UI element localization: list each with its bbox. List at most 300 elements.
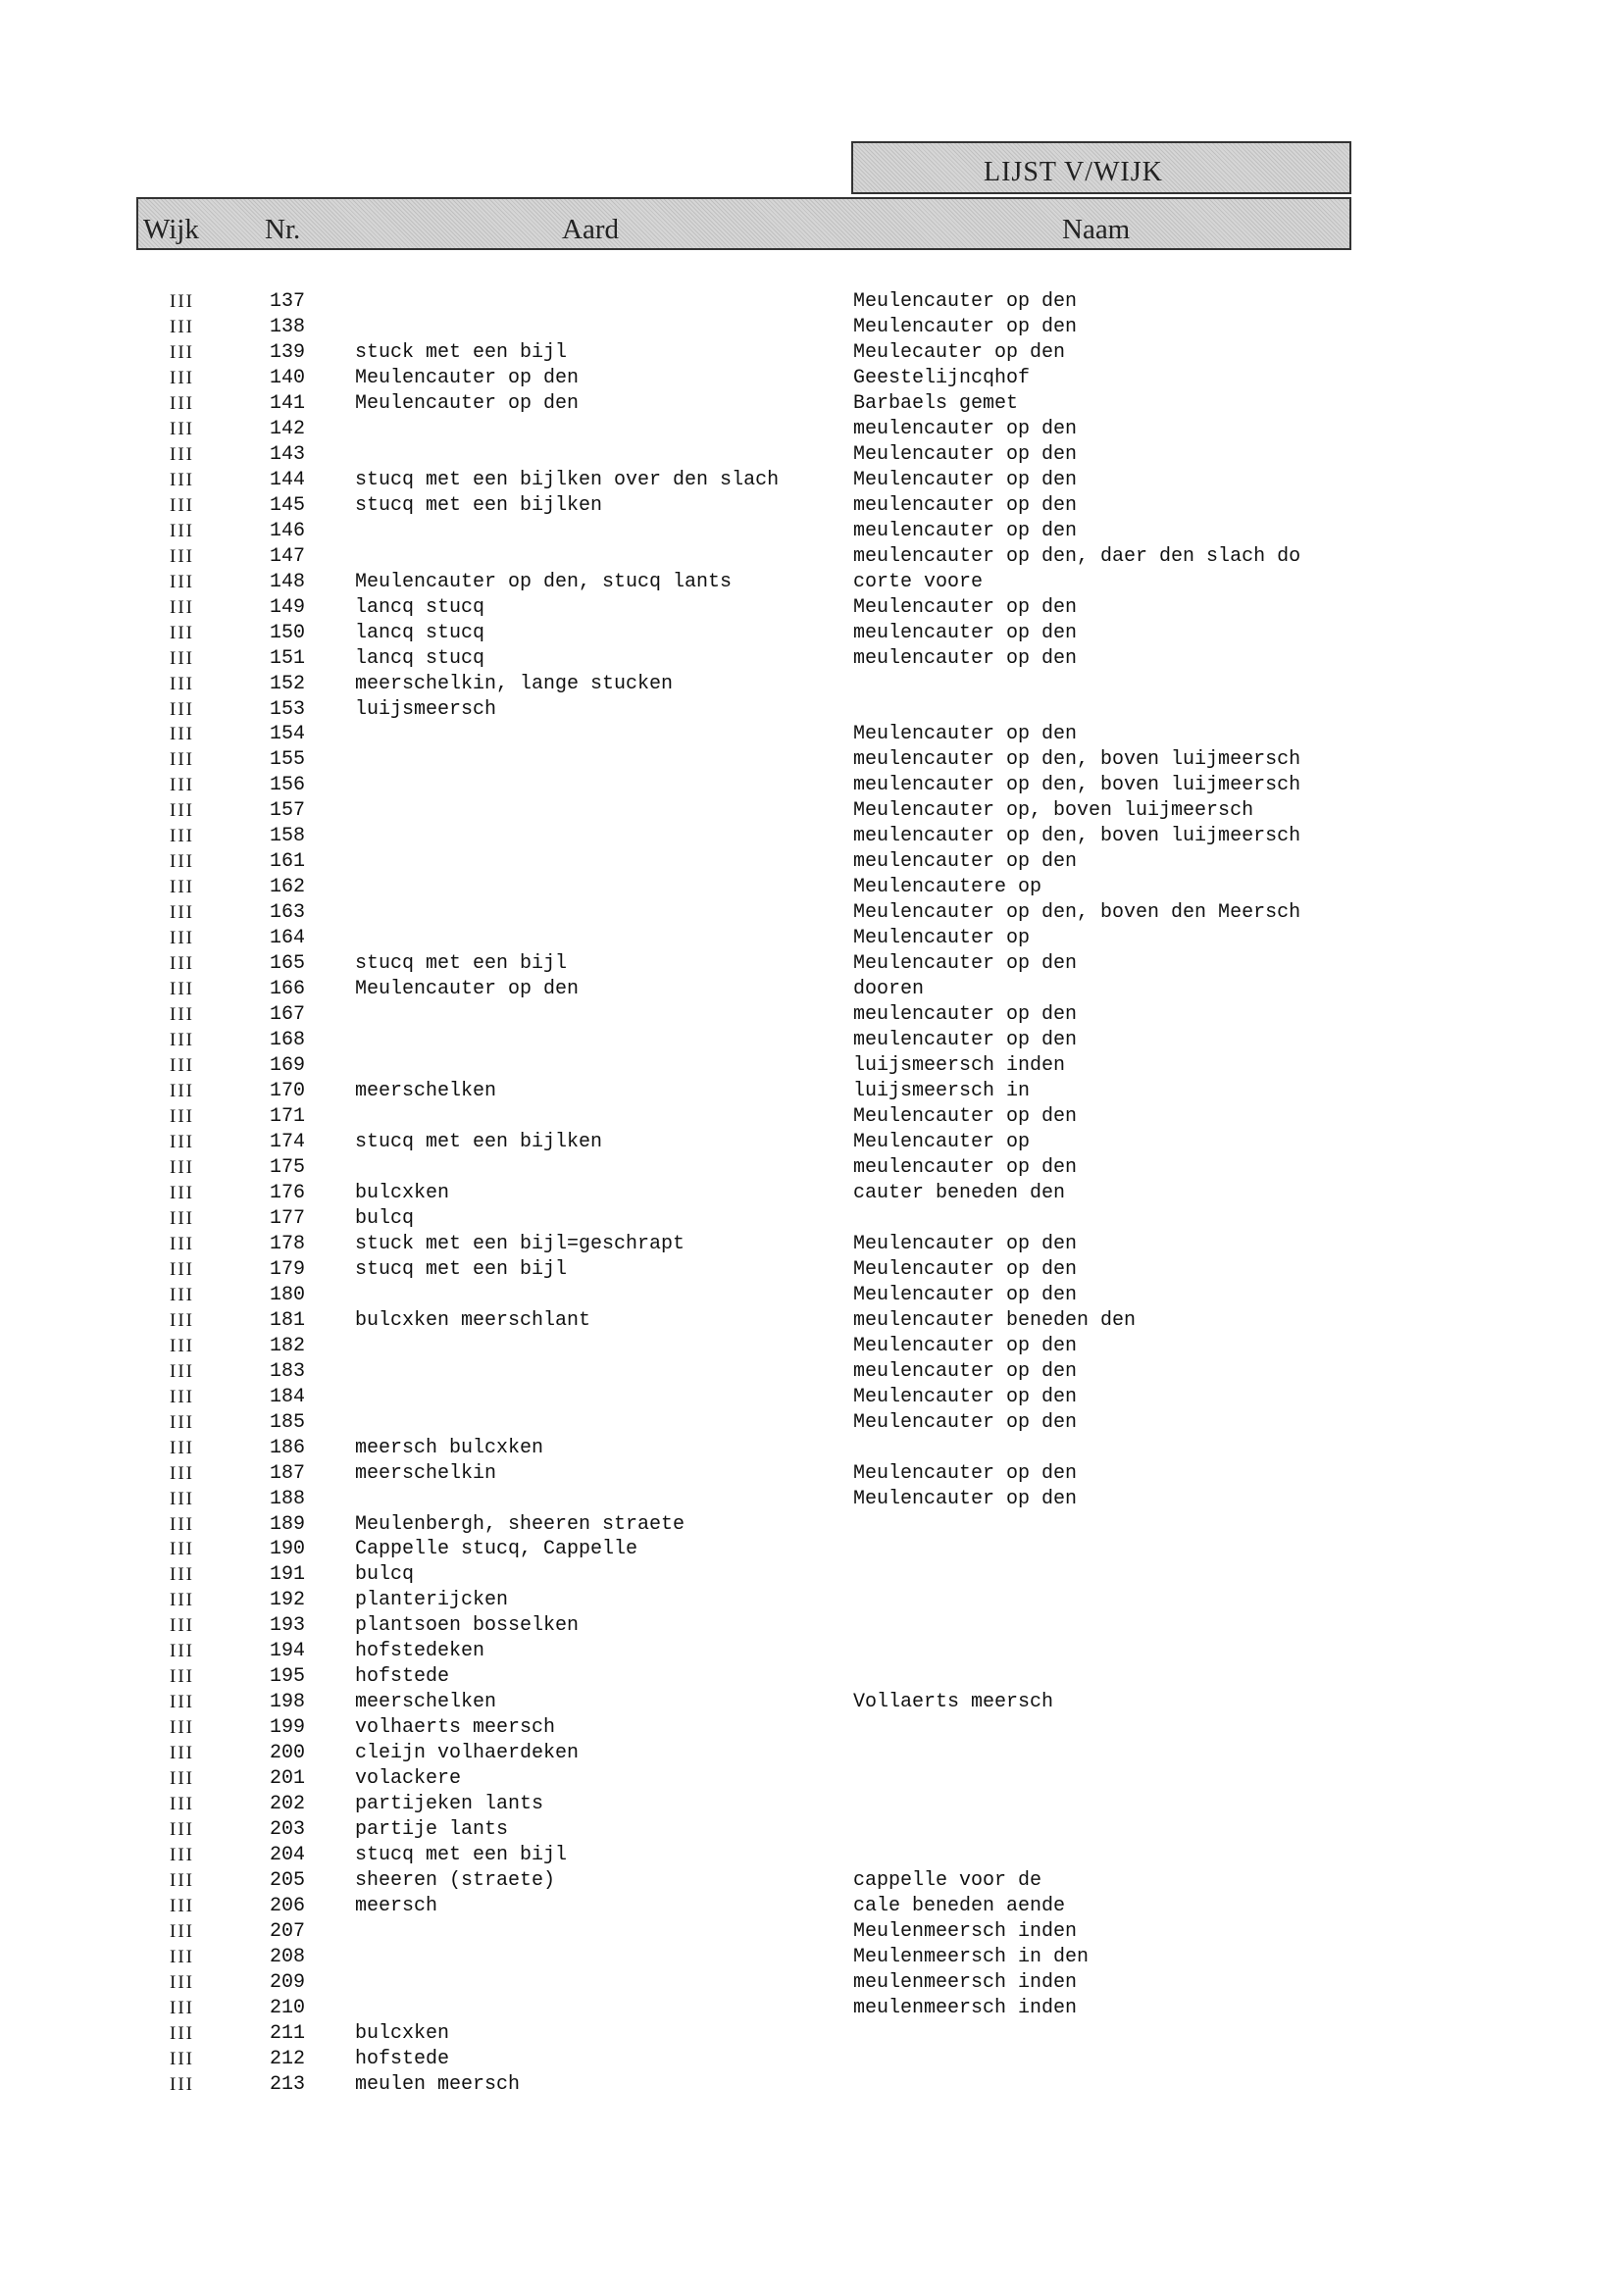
table-row — [0, 1562, 1624, 1588]
cell-nr: 138 — [270, 315, 306, 338]
cell-wijk: III — [170, 826, 194, 847]
cell-naam: meulencauter op den — [853, 519, 1078, 542]
cell-naam: Meulencautere op — [853, 876, 1042, 899]
cell-nr: 190 — [270, 1538, 306, 1561]
cell-nr: 209 — [270, 1970, 306, 1994]
table-row — [0, 1919, 1624, 1945]
cell-naam: meulenmeersch inden — [853, 1996, 1078, 2019]
cell-wijk: III — [170, 392, 194, 414]
cell-nr: 213 — [270, 2072, 306, 2096]
cell-naam: Meulencauter op den — [853, 1283, 1078, 1306]
table-row — [0, 1436, 1624, 1461]
cell-nr: 187 — [270, 1461, 306, 1485]
cell-nr: 204 — [270, 1844, 306, 1867]
cell-wijk: III — [170, 596, 194, 618]
cell-naam: meulencauter op den, daer den slach do — [853, 544, 1301, 568]
cell-aard: luijsmeersch — [355, 697, 497, 721]
table-row — [0, 366, 1624, 391]
cell-naam: cale beneden aende — [853, 1895, 1066, 1918]
cell-aard: meersch bulcxken — [355, 1436, 544, 1459]
cell-nr: 147 — [270, 544, 306, 568]
cell-wijk: III — [170, 851, 194, 873]
cell-wijk: III — [170, 1335, 194, 1356]
cell-wijk: III — [170, 1666, 194, 1688]
cell-nr: 182 — [270, 1334, 306, 1357]
table-row — [0, 1690, 1624, 1715]
table-row — [0, 1639, 1624, 1664]
table-row — [0, 468, 1624, 493]
table-row — [0, 1664, 1624, 1690]
cell-aard: plantsoen bosselken — [355, 1614, 580, 1638]
cell-nr: 186 — [270, 1436, 306, 1459]
table-row — [0, 1613, 1624, 1639]
cell-wijk: III — [170, 1564, 194, 1586]
table-row — [0, 1894, 1624, 1919]
cell-aard: stucq met een bijlken — [355, 493, 603, 517]
cell-nr: 164 — [270, 927, 306, 950]
cell-nr: 151 — [270, 646, 306, 670]
cell-naam: Meulencauter op den — [853, 1385, 1078, 1408]
cell-nr: 178 — [270, 1232, 306, 1255]
cell-aard: stucq met een bijl — [355, 1257, 568, 1281]
cell-nr: 154 — [270, 723, 306, 746]
cell-aard: bulcq — [355, 1563, 415, 1587]
table-row — [0, 417, 1624, 442]
table-row — [0, 493, 1624, 519]
table-row — [0, 926, 1624, 951]
cell-nr: 202 — [270, 1793, 306, 1816]
cell-wijk: III — [170, 367, 194, 388]
cell-nr: 195 — [270, 1665, 306, 1689]
table-row — [0, 1487, 1624, 1512]
cell-nr: 193 — [270, 1614, 306, 1638]
cell-wijk: III — [170, 749, 194, 771]
cell-nr: 181 — [270, 1308, 306, 1332]
table-row — [0, 1843, 1624, 1868]
cell-wijk: III — [170, 902, 194, 924]
cell-aard: meulen meersch — [355, 2072, 521, 2096]
cell-nr: 156 — [270, 774, 306, 797]
cell-aard: meersch — [355, 1895, 438, 1918]
table-row — [0, 1155, 1624, 1181]
column-header-wijk: Wijk — [143, 214, 199, 245]
cell-wijk: III — [170, 520, 194, 541]
cell-nr: 143 — [270, 442, 306, 466]
table-row — [0, 798, 1624, 824]
cell-aard: stuck met een bijl — [355, 340, 568, 364]
cell-nr: 176 — [270, 1181, 306, 1204]
cell-wijk: III — [170, 1845, 194, 1866]
table-row — [0, 621, 1624, 646]
cell-aard: Meulencauter op den, stucq lants — [355, 570, 733, 593]
cell-wijk: III — [170, 724, 194, 745]
page-title: LIJST V/WIJK — [984, 157, 1163, 187]
cell-wijk: III — [170, 1488, 194, 1509]
cell-aard: planterijcken — [355, 1589, 509, 1612]
cell-wijk: III — [170, 1971, 194, 1993]
cell-wijk: III — [170, 545, 194, 567]
cell-nr: 206 — [270, 1895, 306, 1918]
cell-nr: 149 — [270, 595, 306, 619]
table-row — [0, 2047, 1624, 2072]
cell-nr: 194 — [270, 1640, 306, 1663]
cell-naam: meulencauter op den — [853, 417, 1078, 440]
column-header-nr: Nr. — [265, 214, 301, 245]
cell-wijk: III — [170, 291, 194, 312]
table-row — [0, 977, 1624, 1002]
cell-nr: 184 — [270, 1385, 306, 1408]
cell-nr: 152 — [270, 672, 306, 695]
table-row — [0, 289, 1624, 315]
cell-nr: 211 — [270, 2021, 306, 2045]
cell-wijk: III — [170, 673, 194, 694]
table-row — [0, 595, 1624, 621]
cell-nr: 144 — [270, 468, 306, 491]
cell-wijk: III — [170, 1819, 194, 1841]
cell-nr: 167 — [270, 1003, 306, 1027]
cell-naam: meulencauter op den — [853, 493, 1078, 517]
cell-wijk: III — [170, 2048, 194, 2069]
cell-naam: Vollaerts meersch — [853, 1691, 1054, 1714]
cell-wijk: III — [170, 1590, 194, 1611]
cell-wijk: III — [170, 647, 194, 669]
cell-naam: meulenmeersch inden — [853, 1970, 1078, 1994]
cell-nr: 207 — [270, 1920, 306, 1943]
cell-wijk: III — [170, 1921, 194, 1942]
cell-naam: Meulencauter op — [853, 1130, 1031, 1153]
cell-naam: meulencauter op den — [853, 850, 1078, 874]
cell-nr: 145 — [270, 493, 306, 517]
cell-wijk: III — [170, 1309, 194, 1331]
cell-wijk: III — [170, 1233, 194, 1254]
table-row — [0, 875, 1624, 900]
cell-nr: 192 — [270, 1589, 306, 1612]
cell-wijk: III — [170, 622, 194, 643]
cell-naam: meulencauter op den — [853, 1029, 1078, 1052]
column-header-naam: Naam — [1062, 214, 1131, 245]
cell-naam: Meulencauter op den — [853, 315, 1078, 338]
cell-wijk: III — [170, 1896, 194, 1917]
cell-aard: lancq stucq — [355, 646, 485, 670]
cell-wijk: III — [170, 316, 194, 337]
cell-nr: 165 — [270, 952, 306, 976]
cell-wijk: III — [170, 979, 194, 1000]
table-row — [0, 1817, 1624, 1843]
cell-nr: 191 — [270, 1563, 306, 1587]
cell-wijk: III — [170, 1411, 194, 1433]
cell-wijk: III — [170, 1106, 194, 1127]
cell-naam: meulencauter op den, boven luijmeersch — [853, 774, 1301, 797]
cell-naam: Meulencauter op den — [853, 595, 1078, 619]
cell-naam: Meulencauter op den — [853, 1487, 1078, 1510]
cell-wijk: III — [170, 418, 194, 439]
table-row — [0, 1104, 1624, 1130]
cell-aard: stucq met een bijlken — [355, 1130, 603, 1153]
table-row — [0, 1996, 1624, 2021]
cell-aard: volhaerts meersch — [355, 1716, 556, 1740]
cell-nr: 141 — [270, 391, 306, 415]
cell-naam: Meulencauter op den — [853, 1334, 1078, 1357]
cell-aard: meerschelken — [355, 1080, 497, 1103]
table-row — [0, 1359, 1624, 1385]
cell-aard: partije lants — [355, 1818, 509, 1842]
cell-nr: 170 — [270, 1080, 306, 1103]
cell-naam: Meulencauter op den — [853, 468, 1078, 491]
cell-naam: Meulencauter op den — [853, 1410, 1078, 1434]
cell-naam: Meulenmeersch in den — [853, 1945, 1090, 1968]
cell-nr: 201 — [270, 1767, 306, 1791]
cell-wijk: III — [170, 775, 194, 796]
table-row — [0, 544, 1624, 570]
table-row — [0, 1308, 1624, 1334]
cell-aard: stucq met een bijlken over den slach — [355, 468, 780, 491]
table-row — [0, 1461, 1624, 1487]
cell-wijk: III — [170, 953, 194, 975]
cell-nr: 161 — [270, 850, 306, 874]
cell-naam: Meulencauter op den — [853, 1105, 1078, 1128]
cell-naam: Barbaels gemet — [853, 391, 1019, 415]
table-row — [0, 1537, 1624, 1562]
table-row — [0, 1283, 1624, 1308]
table-body — [0, 289, 1624, 2098]
table-row — [0, 2072, 1624, 2098]
cell-nr: 148 — [270, 570, 306, 593]
table-row — [0, 722, 1624, 747]
cell-wijk: III — [170, 1437, 194, 1458]
cell-wijk: III — [170, 1717, 194, 1739]
cell-wijk: III — [170, 1462, 194, 1484]
cell-nr: 203 — [270, 1818, 306, 1842]
cell-aard: volackere — [355, 1767, 462, 1791]
cell-nr: 185 — [270, 1410, 306, 1434]
cell-wijk: III — [170, 2073, 194, 2095]
cell-wijk: III — [170, 1641, 194, 1662]
cell-wijk: III — [170, 1513, 194, 1535]
cell-nr: 174 — [270, 1130, 306, 1153]
cell-wijk: III — [170, 1870, 194, 1892]
cell-naam: meulencauter op den — [853, 1003, 1078, 1027]
cell-nr: 179 — [270, 1257, 306, 1281]
cell-nr: 188 — [270, 1487, 306, 1510]
cell-aard: hofstede — [355, 1665, 450, 1689]
cell-wijk: III — [170, 1997, 194, 2018]
cell-wijk: III — [170, 1182, 194, 1203]
cell-wijk: III — [170, 1030, 194, 1051]
cell-aard: meerschelkin — [355, 1461, 497, 1485]
cell-aard: sheeren (straete) — [355, 1869, 556, 1893]
cell-naam: meulencauter op den, boven luijmeersch — [853, 748, 1301, 772]
cell-naam: Geestelijncqhof — [853, 366, 1031, 389]
table-row — [0, 519, 1624, 544]
cell-wijk: III — [170, 341, 194, 363]
cell-nr: 137 — [270, 290, 306, 313]
cell-nr: 158 — [270, 825, 306, 848]
cell-wijk: III — [170, 1386, 194, 1407]
cell-aard: bulcxken meerschlant — [355, 1308, 591, 1332]
cell-wijk: III — [170, 2022, 194, 2044]
cell-aard: Cappelle stucq, Cappelle — [355, 1538, 638, 1561]
cell-naam: Meulencauter op den — [853, 1257, 1078, 1281]
table-row — [0, 1410, 1624, 1436]
cell-naam: meulencauter beneden den — [853, 1308, 1137, 1332]
table-row — [0, 824, 1624, 849]
cell-naam: corte voore — [853, 570, 984, 593]
cell-nr: 146 — [270, 519, 306, 542]
table-row — [0, 1741, 1624, 1766]
table-row — [0, 1130, 1624, 1155]
cell-wijk: III — [170, 1207, 194, 1229]
cell-wijk: III — [170, 1768, 194, 1790]
table-row — [0, 1385, 1624, 1410]
cell-naam: meulencauter op den, boven luijmeersch — [853, 825, 1301, 848]
cell-aard: Meulencauter op den — [355, 366, 580, 389]
table-row — [0, 2021, 1624, 2047]
cell-naam: meulencauter op den — [853, 621, 1078, 644]
table-row — [0, 1232, 1624, 1257]
cell-nr: 139 — [270, 340, 306, 364]
cell-nr: 175 — [270, 1155, 306, 1179]
cell-aard: stuck met een bijl=geschrapt — [355, 1232, 685, 1255]
cell-wijk: III — [170, 494, 194, 516]
cell-aard: bulcxken — [355, 2021, 450, 2045]
cell-wijk: III — [170, 1284, 194, 1305]
cell-aard: lancq stucq — [355, 621, 485, 644]
table-row — [0, 773, 1624, 798]
cell-wijk: III — [170, 1156, 194, 1178]
cell-naam: cappelle voor de — [853, 1869, 1042, 1893]
cell-wijk: III — [170, 1004, 194, 1026]
cell-wijk: III — [170, 1946, 194, 1967]
cell-naam: Meulencauter op, boven luijmeersch — [853, 799, 1254, 823]
cell-naam: meulencauter op den — [853, 1155, 1078, 1179]
cell-aard: Meulencauter op den — [355, 391, 580, 415]
cell-aard: Meulenbergh, sheeren straete — [355, 1512, 685, 1536]
cell-wijk: III — [170, 1360, 194, 1382]
cell-naam: Meulencauter op den — [853, 442, 1078, 466]
cell-aard: lancq stucq — [355, 595, 485, 619]
cell-naam: Meulencauter op — [853, 927, 1031, 950]
cell-nr: 198 — [270, 1691, 306, 1714]
cell-naam: Meulencauter op den — [853, 290, 1078, 313]
cell-aard: meerschelkin, lange stucken — [355, 672, 674, 695]
table-row — [0, 1970, 1624, 1996]
cell-naam: Meulencauter op den — [853, 952, 1078, 976]
cell-nr: 140 — [270, 366, 306, 389]
table-row — [0, 1945, 1624, 1970]
column-header-aard: Aard — [562, 214, 619, 245]
cell-naam: Meulencauter op den — [853, 1232, 1078, 1255]
cell-nr: 200 — [270, 1742, 306, 1765]
cell-nr: 210 — [270, 1996, 306, 2019]
cell-wijk: III — [170, 1615, 194, 1637]
table-row — [0, 747, 1624, 773]
cell-aard: bulcq — [355, 1206, 415, 1230]
cell-wijk: III — [170, 1055, 194, 1077]
cell-aard: Meulencauter op den — [355, 978, 580, 1001]
table-row — [0, 849, 1624, 875]
cell-nr: 180 — [270, 1283, 306, 1306]
table-row — [0, 1002, 1624, 1028]
cell-naam: Meulecauter op den — [853, 340, 1066, 364]
cell-nr: 163 — [270, 901, 306, 925]
table-row — [0, 646, 1624, 672]
table-row — [0, 1257, 1624, 1283]
table-row — [0, 1792, 1624, 1817]
cell-nr: 171 — [270, 1105, 306, 1128]
cell-wijk: III — [170, 1743, 194, 1764]
cell-aard: hofstedeken — [355, 1640, 485, 1663]
cell-wijk: III — [170, 469, 194, 490]
cell-nr: 155 — [270, 748, 306, 772]
table-row — [0, 1715, 1624, 1741]
cell-wijk: III — [170, 928, 194, 949]
cell-wijk: III — [170, 1081, 194, 1102]
table-row — [0, 1181, 1624, 1206]
cell-aard: hofstede — [355, 2047, 450, 2070]
table-row — [0, 570, 1624, 595]
cell-wijk: III — [170, 1131, 194, 1152]
table-row — [0, 1028, 1624, 1053]
cell-naam: meulencauter op den — [853, 646, 1078, 670]
cell-aard: meerschelken — [355, 1691, 497, 1714]
cell-aard: stucq met een bijl — [355, 1844, 568, 1867]
cell-naam: Meulencauter op den — [853, 1461, 1078, 1485]
table-row — [0, 1334, 1624, 1359]
table-row — [0, 697, 1624, 723]
table-row — [0, 1512, 1624, 1538]
cell-aard: partijeken lants — [355, 1793, 544, 1816]
table-row — [0, 1206, 1624, 1232]
table-row — [0, 315, 1624, 340]
table-row — [0, 442, 1624, 468]
cell-nr: 153 — [270, 697, 306, 721]
cell-wijk: III — [170, 571, 194, 592]
table-row — [0, 1766, 1624, 1792]
cell-nr: 168 — [270, 1029, 306, 1052]
cell-naam: meulencauter op den — [853, 1359, 1078, 1383]
cell-wijk: III — [170, 1258, 194, 1280]
cell-aard: bulcxken — [355, 1181, 450, 1204]
cell-nr: 166 — [270, 978, 306, 1001]
cell-naam: luijsmeersch inden — [853, 1054, 1066, 1078]
table-row — [0, 1588, 1624, 1613]
cell-nr: 208 — [270, 1945, 306, 1968]
cell-naam: dooren — [853, 978, 925, 1001]
cell-nr: 162 — [270, 876, 306, 899]
table-row — [0, 672, 1624, 697]
table-row — [0, 391, 1624, 417]
cell-naam: cauter beneden den — [853, 1181, 1066, 1204]
cell-nr: 212 — [270, 2047, 306, 2070]
cell-nr: 205 — [270, 1869, 306, 1893]
cell-naam: Meulencauter op den — [853, 723, 1078, 746]
cell-wijk: III — [170, 443, 194, 465]
table-row — [0, 1079, 1624, 1104]
cell-nr: 177 — [270, 1206, 306, 1230]
cell-aard: cleijn volhaerdeken — [355, 1742, 580, 1765]
cell-nr: 169 — [270, 1054, 306, 1078]
cell-wijk: III — [170, 698, 194, 720]
table-row — [0, 900, 1624, 926]
cell-wijk: III — [170, 800, 194, 822]
cell-nr: 150 — [270, 621, 306, 644]
cell-nr: 157 — [270, 799, 306, 823]
cell-nr: 189 — [270, 1512, 306, 1536]
table-header — [136, 197, 1351, 250]
cell-wijk: III — [170, 1692, 194, 1713]
cell-wijk: III — [170, 1794, 194, 1815]
cell-wijk: III — [170, 1539, 194, 1560]
